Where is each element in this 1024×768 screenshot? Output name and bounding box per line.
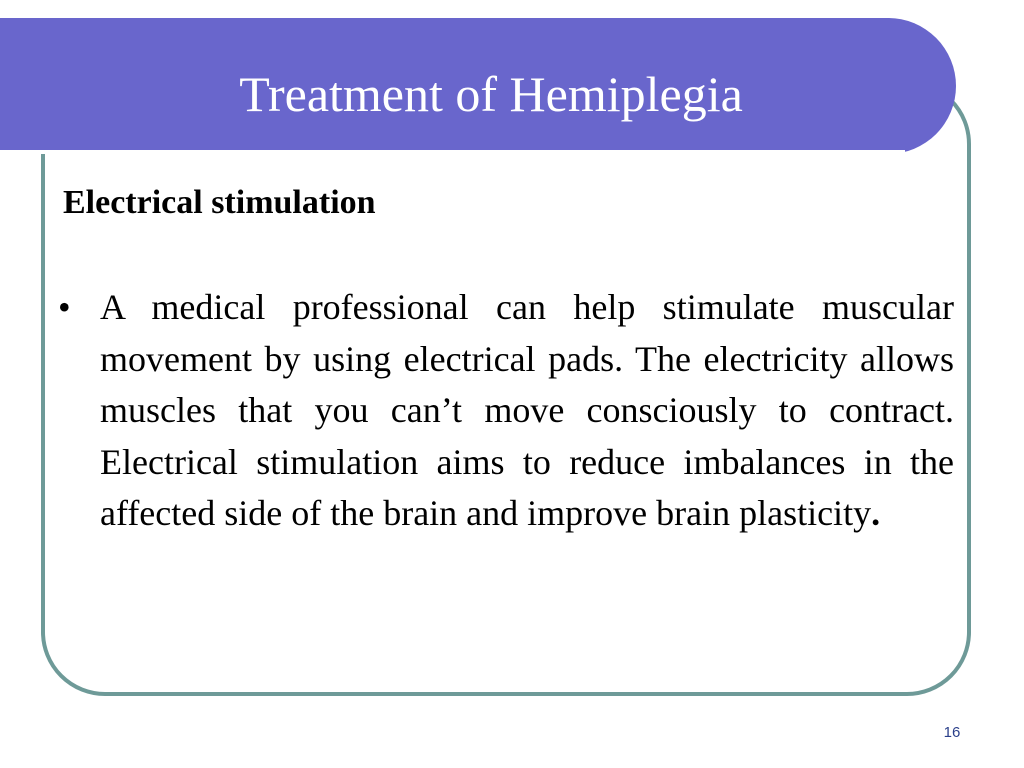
- bullet-item: [58, 282, 954, 540]
- bullet-end-period: .: [871, 493, 881, 533]
- section-subheading: Electrical stimulation: [63, 184, 376, 221]
- bullet-list: [58, 282, 954, 540]
- slide-title: Treatment of Hemiplegia: [239, 66, 743, 122]
- bullet-text: A medical professional can help stimulate muscular movement by using electrical pads. The electricity allows muscles that you can’t move consciously to contract. Electrical stimulation aims to reduce imbalances in the affected side of the brain and improve brain plasticity: [100, 287, 954, 533]
- bullet-icon: •: [58, 287, 71, 327]
- title-underline: [0, 150, 905, 154]
- page-number: 16: [943, 724, 961, 741]
